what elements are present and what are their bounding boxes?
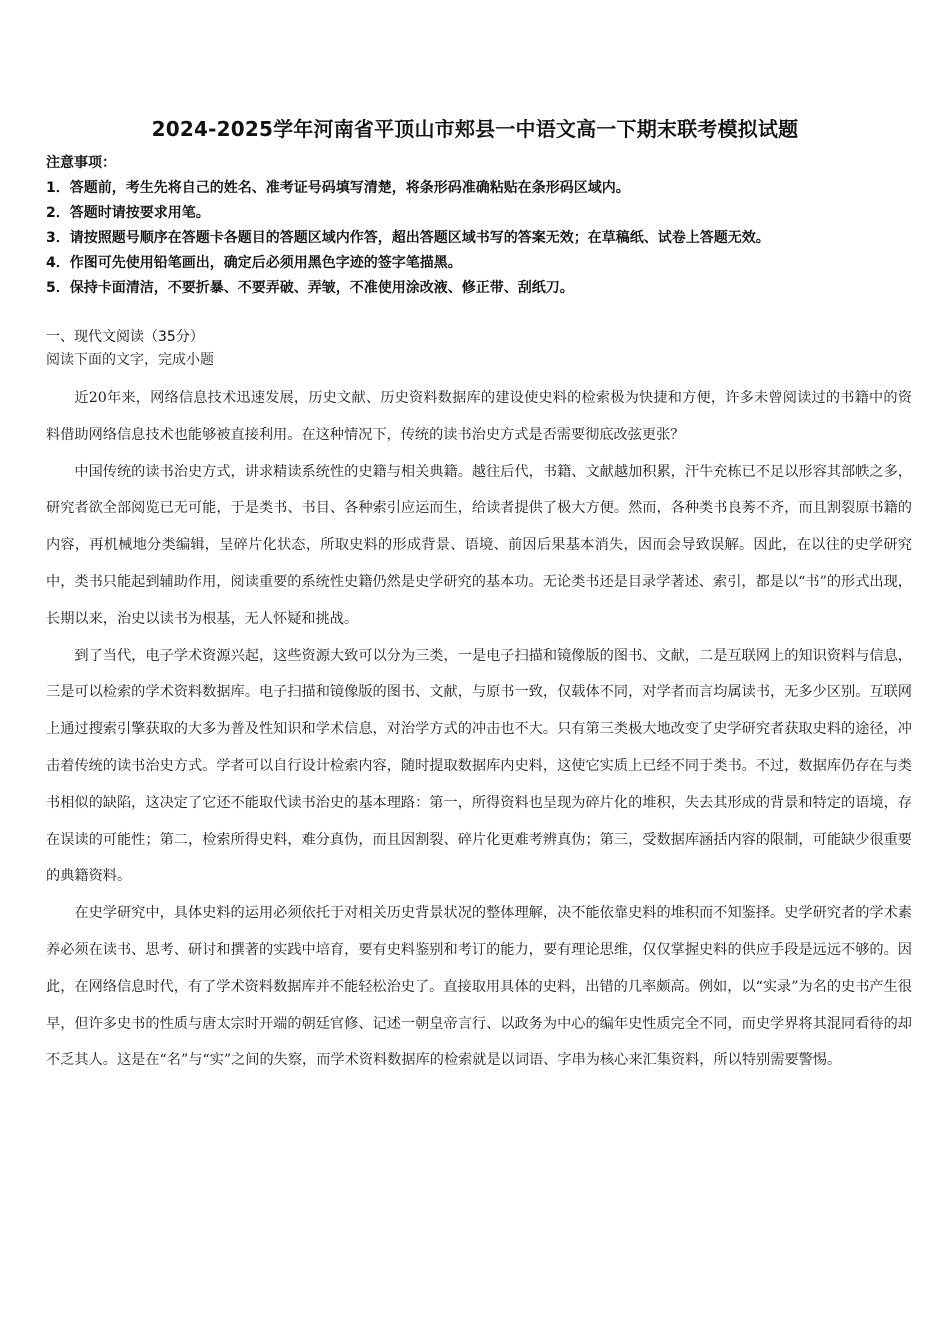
notice-item: 2．答题时请按要求用笔。 xyxy=(46,205,210,221)
notice-item: 1．答题前，考生先将自己的姓名、准考证号码填写清楚，将条形码准确粘贴在条形码区域内。 xyxy=(46,180,630,196)
section-heading: 一、现代文阅读（35分） xyxy=(46,329,204,345)
passage-paragraph: 近20年来，网络信息技术迅速发展，历史文献、历史资料数据库的建设使史料的检索极为快捷和方便，许多未曾阅读过的书籍中的资料借助网络信息技术也能够被直接利用。在这种情况下，传统的读书治史方式是否需要彻底改弦更张？ xyxy=(46,390,912,443)
passage-paragraph: 到了当代，电子学术资源兴起，这些资源大致可以分为三类，一是电子扫描和镜像版的图书、文献，二是互联网上的知识资料与信息，三是可以检索的学术资料数据库。电子扫描和镜像版的图书、文献，与原书一致，仅载体不同，对学者而言均属读书，无多少区别。互联网上通过搜索引擎获取的大多为普及性知识和学术信息，对治学方式的冲击也不大。只有第三类极大地改变了史学研究者获取史料的途径，冲击着传统的读书治史方式。学者可以自行设计检索内容，随时提取数据库内史料，这使它实质上已经不同于类书。不过，数据库仍存在与类书相似的缺陷，这决定了它还不能取代读书治史的基本理路：第一，所得资料也呈现为碎片化的堆积，失去其形成的背景和特定的语境，存在误读的可能性；第二，检索所得史料，难分真伪，而且因割裂、碎片化更难考辨真伪；第三，受数据库涵括内容的限制，可能缺少很重要的典籍资料。 xyxy=(46,647,912,885)
notice-item: 3．请按照题号顺序在答题卡各题目的答题区域内作答，超出答题区域书写的答案无效；在草稿纸、试卷上答题无效。 xyxy=(46,230,770,246)
section-instruction: 阅读下面的文字，完成小题 xyxy=(46,352,214,368)
passage-paragraph: 中国传统的读书治史方式，讲求精读系统性的史籍与相关典籍。越往后代，书籍、文献越加积累，汗牛充栋已不足以形容其部帙之多，研究者欲全部阅览已无可能，于是类书、书目、各种索引应运而生，给读者提供了极大方便。然而，各种类书良莠不齐，而且割裂原书籍的内容，再机械地分类编辑，呈碎片化状态，所取史料的形成背景、语境、前因后果基本消失，因而会导致误解。因此，在以往的史学研究中，类书只能起到辅助作用，阅读重要的系统性史籍仍然是史学研究的基本功。无论类书还是目录学著述、索引，都是以“书”的形式出现，长期以来，治史以读书为根基，无人怀疑和挑战。 xyxy=(46,463,912,627)
notice-heading: 注意事项： xyxy=(46,155,116,171)
reading-passage xyxy=(46,380,912,1079)
notice-block xyxy=(46,151,916,301)
section-header xyxy=(46,326,916,372)
document-title: 2024-2025学年河南省平顶山市郏县一中语文高一下期末联考模拟试题 xyxy=(151,117,799,141)
notice-item: 5．保持卡面清洁，不要折暴、不要弄破、弄皱，不准使用涂改液、修正带、刮纸刀。 xyxy=(46,280,574,296)
passage-paragraph: 在史学研究中，具体史料的运用必须依托于对相关历史背景状况的整体理解，决不能依靠史料的堆积而不知鉴择。史学研究者的学术素养必须在读书、思考、研讨和撰著的实践中培育，要有史料鉴别和考订的能力，要有理论思维，仅仅掌握史料的供应手段是远远不够的。因此，在网络信息时代，有了学术资料数据库并不能轻松治史了。直接取用具体的史料，出错的几率颇高。例如，以“实录”为名的史书产生很早，但许多史书的性质与唐太宗时开端的朝廷官修、记述一朝皇帝言行、以政务为中心的编年史性质完全不同，而史学界将其混同看待的却不乏其人。这是在“名”与“实”之间的失察，而学术资料数据库的检索就是以词语、字串为核心来汇集资料，所以特别需要警惕。 xyxy=(46,905,912,1069)
notice-item: 4．作图可先使用铅笔画出，确定后必须用黑色字迹的签字笔描黑。 xyxy=(46,255,462,271)
